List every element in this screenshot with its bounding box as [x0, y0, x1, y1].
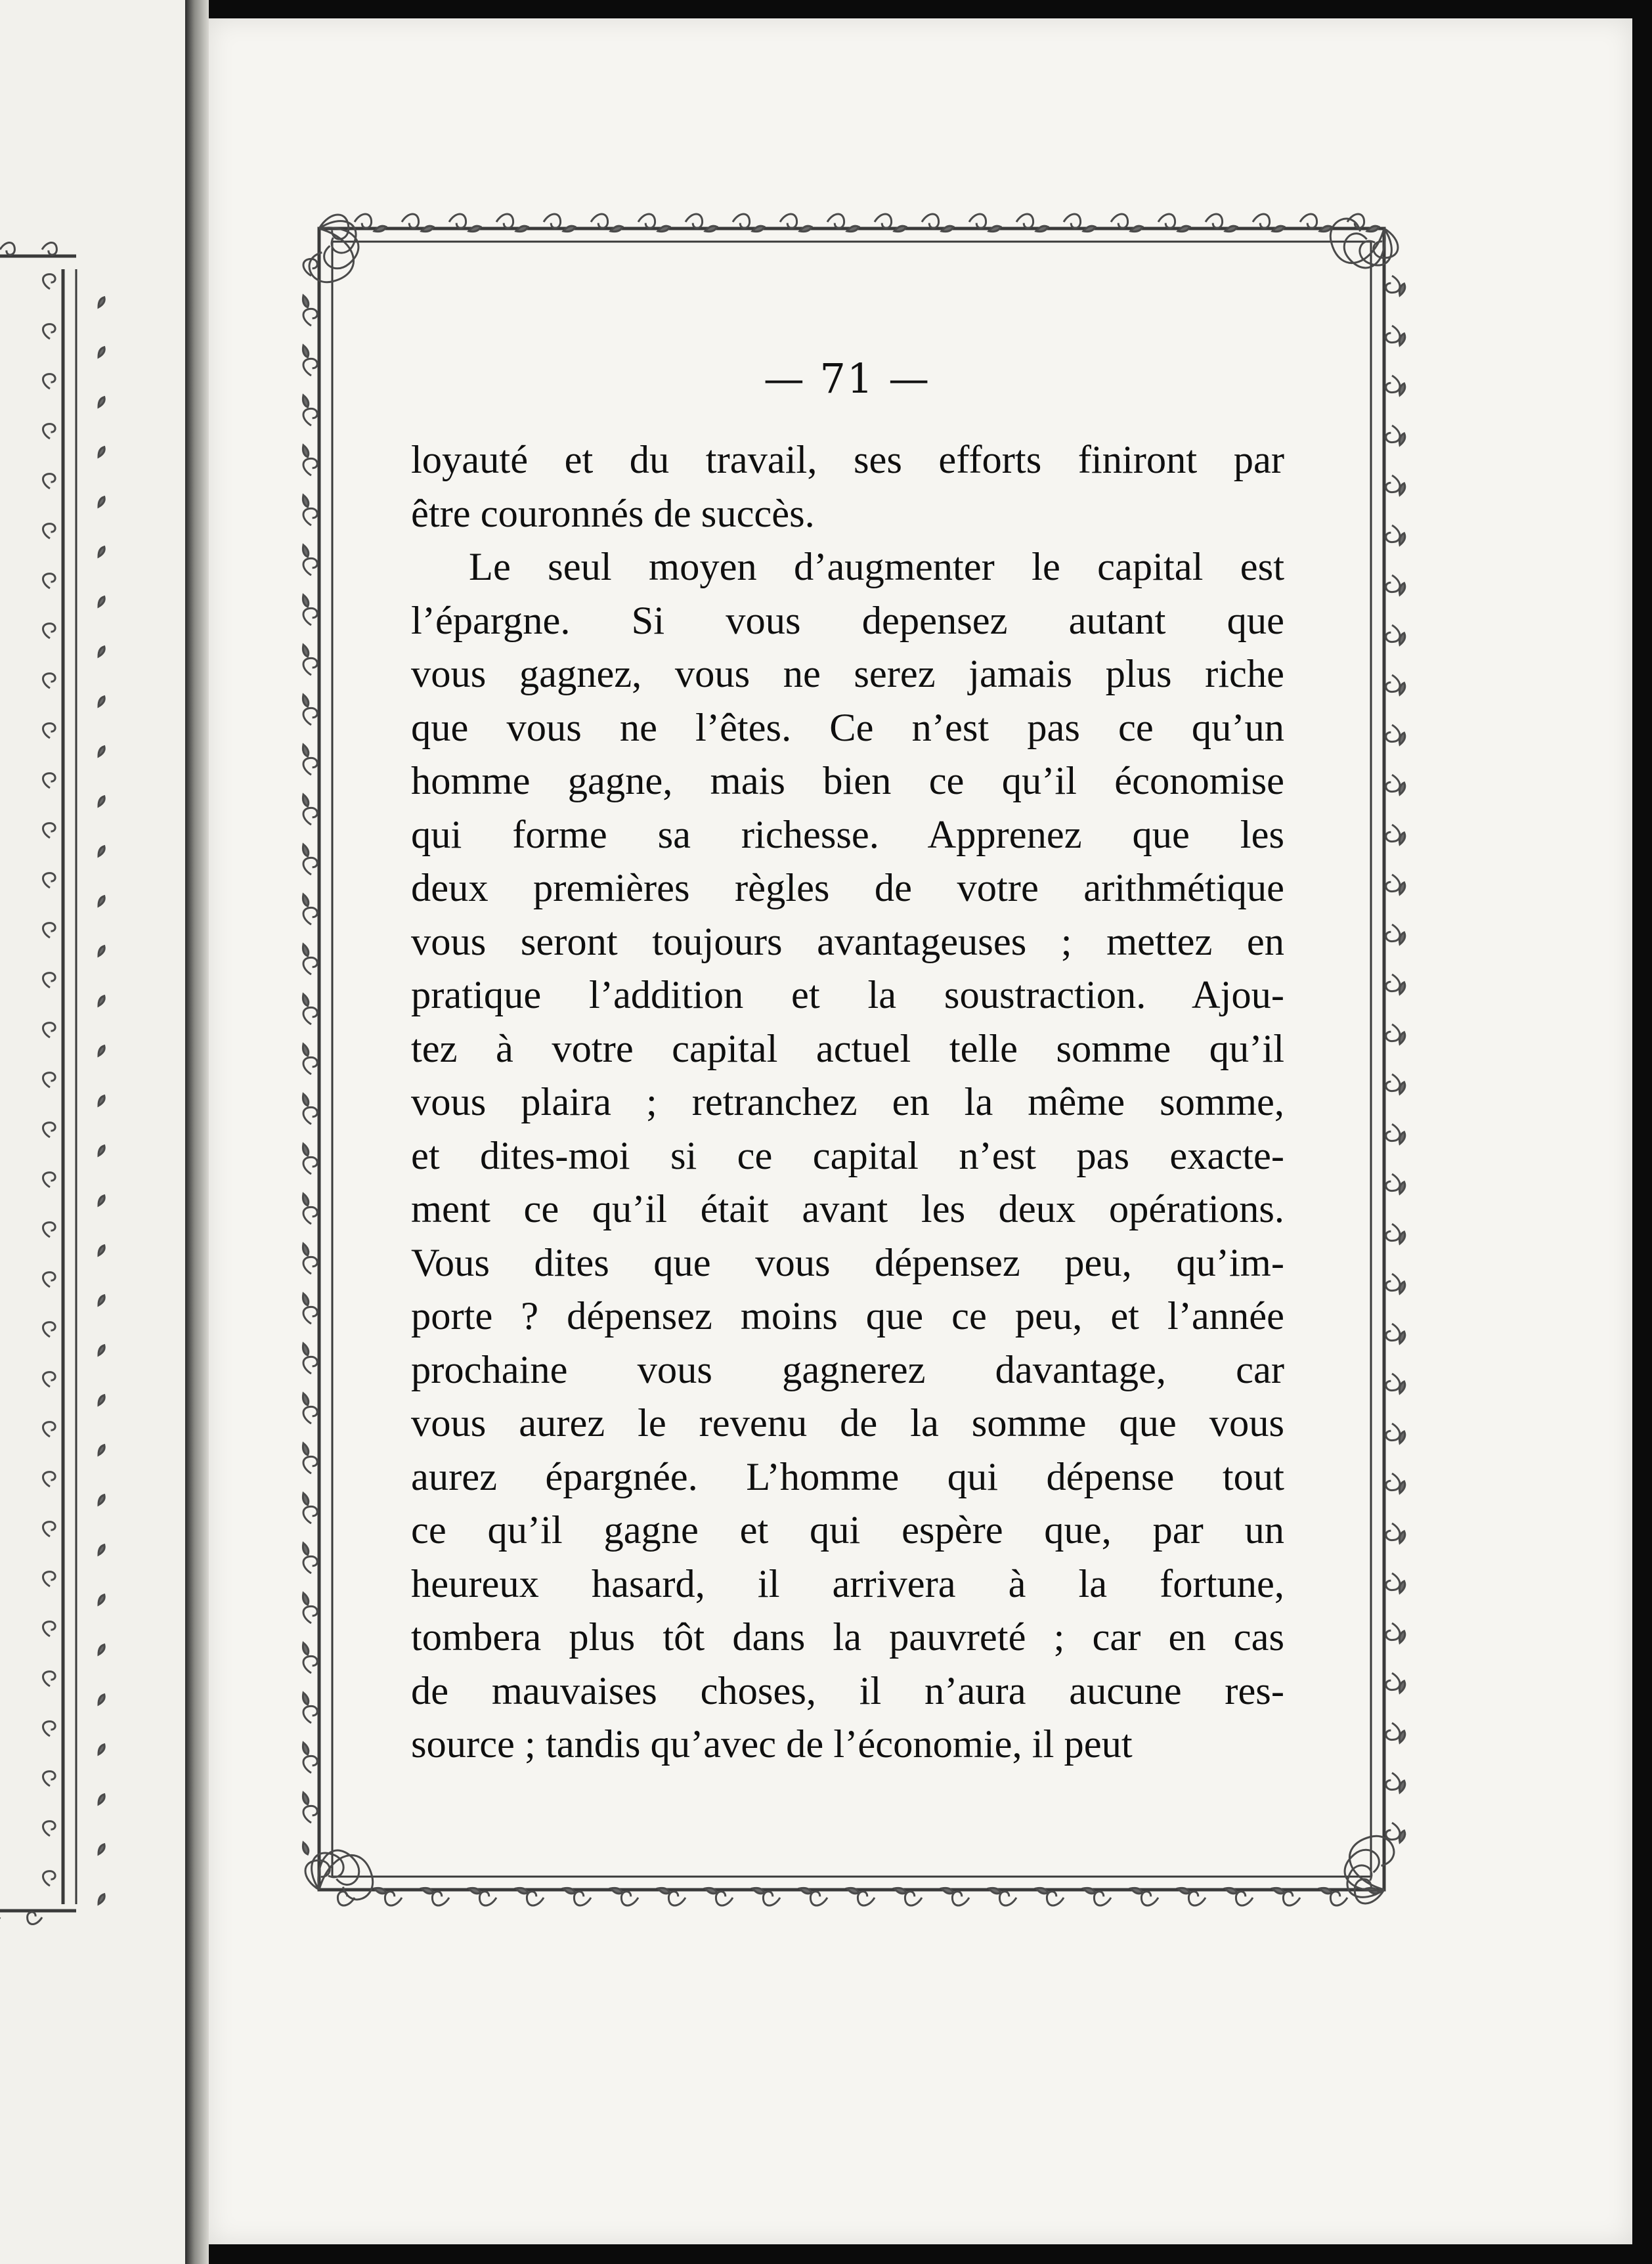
- vine-leaf: [301, 1393, 310, 1406]
- vine-curl: [685, 214, 703, 228]
- vine-leaf: [752, 225, 766, 233]
- vine-curl: [432, 1892, 449, 1905]
- vine-curl: [303, 359, 317, 376]
- vine-leaf: [988, 225, 1002, 233]
- vine-curl: [303, 1506, 317, 1523]
- vine-curl: [1386, 525, 1400, 542]
- vine-curl: [303, 1706, 317, 1723]
- vine-leaf: [97, 1144, 106, 1157]
- vine-leaf: [421, 1886, 435, 1895]
- vine-leaf: [97, 1843, 106, 1856]
- vine-leaf: [374, 1886, 387, 1895]
- vine-leaf: [97, 795, 106, 808]
- vine-leaf: [515, 1886, 529, 1895]
- vine-curl: [1206, 214, 1223, 228]
- vine-curl: [43, 274, 56, 289]
- vine-leaf: [988, 1886, 1002, 1895]
- vine-leaf: [563, 1886, 576, 1895]
- vine-curl: [1386, 1473, 1400, 1491]
- vine-leaf: [97, 596, 106, 608]
- vine-curl: [303, 1307, 317, 1324]
- vine-leaf: [97, 1544, 106, 1556]
- vine-curl: [0, 243, 14, 255]
- vine-curl: [638, 214, 655, 228]
- vine-curl: [303, 458, 317, 475]
- vine-curl: [43, 1871, 56, 1886]
- vine-curl: [1386, 1623, 1400, 1640]
- vine-curl: [43, 424, 56, 439]
- vine-leaf: [301, 694, 310, 708]
- vine-curl: [858, 1892, 875, 1905]
- vine-curl: [1338, 216, 1398, 275]
- vine-curl: [303, 608, 317, 625]
- vine-curl: [43, 724, 56, 738]
- text-line: être couronnés de succès.: [411, 491, 815, 536]
- text-line: homme gagne, mais bien ce qu’il économise: [411, 759, 1284, 803]
- vine-curl: [303, 1007, 317, 1024]
- text-line: que vous ne l’êtes. Ce n’est pas ce qu’un: [411, 705, 1284, 750]
- vine-curl: [1386, 725, 1400, 742]
- text-line: vous gagnez, vous ne serez jamais plus riche: [411, 652, 1284, 696]
- vine-curl: [875, 214, 892, 228]
- vine-leaf: [301, 395, 310, 408]
- vine-curl: [43, 524, 56, 538]
- vine-leaf: [301, 993, 310, 1007]
- vine-curl: [303, 408, 317, 425]
- vine-curl: [305, 1843, 365, 1902]
- vine-leaf: [97, 496, 106, 508]
- vine-leaf: [301, 295, 310, 309]
- vine-leaf: [301, 1343, 310, 1357]
- vine-curl: [43, 1572, 56, 1586]
- vine-curl: [303, 1806, 317, 1823]
- page-number: — 71 —: [763, 355, 931, 403]
- text-line: et dites-moi si ce capital n’est pas exacte-: [411, 1133, 1284, 1178]
- vine-curl: [43, 1123, 56, 1137]
- vine-leaf: [421, 225, 435, 233]
- vine-curl: [1386, 1074, 1400, 1091]
- text-line: vous aurez le revenu de la somme que vous: [411, 1401, 1284, 1445]
- vine-leaf: [610, 225, 624, 233]
- vine-curl: [1386, 276, 1400, 293]
- vine-leaf: [97, 396, 106, 408]
- vine-curl: [1047, 1892, 1064, 1905]
- vine-leaf: [610, 1886, 624, 1895]
- vine-leaf: [97, 446, 106, 458]
- vine-curl: [303, 1057, 317, 1074]
- text-line: loyauté et du travail, ses efforts finiront par: [411, 438, 1284, 482]
- vine-curl: [355, 214, 372, 228]
- text-line: qui forme sa richesse. Apprenez que les: [411, 812, 1284, 857]
- vine-leaf: [301, 794, 310, 808]
- vine-curl: [591, 214, 608, 228]
- vine-curl: [43, 1372, 56, 1387]
- vine-leaf: [301, 1193, 310, 1207]
- vine-curl: [905, 1892, 922, 1905]
- vine-leaf: [301, 944, 310, 957]
- vine-leaf: [97, 745, 106, 758]
- text-line: tez à votre capital actuel telle somme qu’il: [411, 1026, 1284, 1071]
- vine-leaf: [97, 695, 106, 708]
- text-line: heureux hasard, il arrivera à la fortune,: [411, 1561, 1284, 1606]
- vine-leaf: [894, 225, 907, 233]
- vine-curl: [303, 1556, 317, 1573]
- vine-curl: [43, 624, 56, 638]
- vine-leaf: [97, 1294, 106, 1307]
- vine-leaf: [374, 225, 387, 233]
- text-line: l’épargne. Si vous depensez autant que: [411, 598, 1284, 643]
- vine-curl: [922, 214, 939, 228]
- vine-leaf: [1366, 225, 1380, 233]
- vine-curl: [1386, 425, 1400, 443]
- text-line: source ; tandis qu’avec de l’économie, il peut: [411, 1722, 1133, 1766]
- vine-curl: [307, 215, 366, 274]
- vine-leaf: [301, 544, 310, 558]
- vine-curl: [1386, 875, 1400, 892]
- vine-curl: [810, 1892, 827, 1905]
- vine-curl: [1386, 1374, 1400, 1391]
- vine-curl: [43, 1772, 56, 1786]
- vine-curl: [402, 214, 419, 228]
- vine-leaf: [941, 1886, 955, 1895]
- vine-curl: [999, 1892, 1016, 1905]
- vine-curl: [303, 758, 317, 775]
- vine-leaf: [97, 1244, 106, 1257]
- vine-curl: [303, 1207, 317, 1224]
- vine-curl: [1236, 1892, 1253, 1905]
- vine-leaf: [97, 845, 106, 858]
- vine-leaf: [1225, 225, 1238, 233]
- vine-leaf: [301, 1592, 310, 1606]
- vine-curl: [43, 923, 56, 938]
- vine-leaf: [1035, 1886, 1049, 1895]
- vine-curl: [43, 873, 56, 888]
- vine-leaf: [894, 1886, 907, 1895]
- vine-leaf: [301, 1542, 310, 1556]
- vine-leaf: [301, 1842, 310, 1856]
- vine-curl: [303, 858, 317, 875]
- vine-leaf: [846, 225, 860, 233]
- vine-curl: [763, 1892, 780, 1905]
- vine-curl: [1386, 1573, 1400, 1590]
- vine-curl: [43, 1173, 56, 1187]
- vine-leaf: [1272, 1886, 1286, 1895]
- facing-page-frame: [0, 256, 76, 1911]
- vine-leaf: [97, 1644, 106, 1656]
- vine-curl: [43, 1672, 56, 1686]
- vine-curl: [496, 214, 513, 228]
- vine-curl: [1386, 974, 1400, 991]
- vine-curl: [1300, 214, 1317, 228]
- vine-leaf: [97, 1095, 106, 1107]
- vine-curl: [43, 1223, 56, 1237]
- vine-curl: [1386, 326, 1400, 343]
- vine-curl: [1386, 1523, 1400, 1540]
- vine-curl: [1064, 214, 1081, 228]
- vine-leaf: [941, 225, 955, 233]
- vine-leaf: [301, 494, 310, 508]
- vine-leaf: [301, 1792, 310, 1806]
- vine-curl: [1283, 1892, 1300, 1905]
- vine-leaf: [1130, 225, 1144, 233]
- vine-curl: [1386, 1174, 1400, 1191]
- vine-curl: [1386, 1124, 1400, 1141]
- vine-leaf: [468, 225, 482, 233]
- text-line: porte ? dépensez moins que ce peu, et l’année: [411, 1294, 1284, 1338]
- vine-curl: [43, 574, 56, 588]
- vine-curl: [42, 243, 56, 255]
- vine-curl: [479, 1892, 496, 1905]
- vine-curl: [1386, 575, 1400, 592]
- vine-curl: [1337, 1844, 1397, 1904]
- vine-leaf: [301, 744, 310, 758]
- vine-leaf: [301, 1093, 310, 1107]
- vine-curl: [303, 1756, 317, 1773]
- vine-curl: [1386, 1723, 1400, 1740]
- vine-leaf: [752, 1886, 766, 1895]
- vine-leaf: [301, 445, 310, 458]
- vine-leaf: [301, 1443, 310, 1456]
- vine-curl: [303, 1107, 317, 1124]
- vine-curl: [1111, 214, 1128, 228]
- vine-leaf: [97, 945, 106, 957]
- vine-leaf: [301, 1492, 310, 1506]
- vine-leaf: [97, 546, 106, 558]
- vine-curl: [780, 214, 797, 228]
- vine-curl: [1386, 825, 1400, 842]
- vine-leaf: [97, 296, 106, 309]
- vine-leaf: [1272, 225, 1286, 233]
- vine-leaf: [657, 1886, 671, 1895]
- vine-curl: [303, 808, 317, 825]
- vine-curl: [43, 773, 56, 788]
- vine-curl: [385, 1892, 402, 1905]
- vine-curl: [303, 1257, 317, 1274]
- vine-curl: [1386, 1673, 1400, 1690]
- vine-leaf: [1177, 1886, 1191, 1895]
- vine-leaf: [301, 894, 310, 907]
- vine-curl: [1330, 1892, 1347, 1905]
- vine-leaf: [97, 1194, 106, 1207]
- text-line: aurez épargnée. L’homme qui dépense tout: [411, 1454, 1284, 1499]
- text-line: tombera plus tôt dans la pauvreté ; car en cas: [411, 1615, 1284, 1659]
- vine-curl: [303, 1456, 317, 1473]
- vine-curl: [43, 1722, 56, 1736]
- vine-leaf: [97, 645, 106, 658]
- vine-curl: [827, 214, 844, 228]
- vine-curl: [43, 1023, 56, 1037]
- vine-leaf: [301, 1043, 310, 1057]
- vine-curl: [1386, 1324, 1400, 1341]
- vine-curl: [303, 1406, 317, 1424]
- vine-curl: [43, 324, 56, 339]
- vine-curl: [43, 1073, 56, 1087]
- vine-leaf: [563, 225, 576, 233]
- vine-curl: [43, 823, 56, 838]
- vine-curl: [303, 1656, 317, 1673]
- vine-leaf: [657, 225, 671, 233]
- vine-leaf: [1083, 225, 1097, 233]
- vine-leaf: [97, 1743, 106, 1756]
- vine-leaf: [301, 345, 310, 359]
- vine-curl: [1253, 214, 1270, 228]
- vine-curl: [969, 214, 986, 228]
- text-line: de mauvaises choses, il n’aura aucune res-: [411, 1668, 1284, 1713]
- vine-leaf: [1177, 225, 1191, 233]
- vine-curl: [303, 1606, 317, 1623]
- vine-curl: [716, 1892, 733, 1905]
- vine-curl: [43, 1273, 56, 1287]
- vine-leaf: [97, 995, 106, 1007]
- vine-curl: [1386, 1024, 1400, 1041]
- vine-leaf: [97, 1793, 106, 1806]
- vine-leaf: [301, 1243, 310, 1257]
- vine-leaf: [97, 346, 106, 359]
- vine-leaf: [1319, 1886, 1333, 1895]
- vine-leaf: [301, 1742, 310, 1756]
- vine-curl: [43, 374, 56, 389]
- vine-leaf: [1225, 1886, 1238, 1895]
- vine-curl: [1386, 1773, 1400, 1790]
- vine-curl: [303, 1157, 317, 1174]
- vine-curl: [1386, 1224, 1400, 1241]
- vine-curl: [303, 907, 317, 925]
- vine-curl: [43, 1322, 56, 1337]
- vine-curl: [1386, 775, 1400, 792]
- vine-curl: [1386, 925, 1400, 942]
- vine-curl: [43, 1622, 56, 1636]
- vine-leaf: [515, 225, 529, 233]
- vine-curl: [1386, 475, 1400, 492]
- vine-leaf: [97, 1693, 106, 1706]
- text-line: ment ce qu’il était avant les deux opérations.: [411, 1187, 1284, 1231]
- vine-curl: [1386, 675, 1400, 692]
- vine-curl: [303, 957, 317, 974]
- vine-curl: [1386, 376, 1400, 393]
- vine-leaf: [97, 1494, 106, 1506]
- vine-leaf: [301, 1143, 310, 1157]
- vine-curl: [43, 1422, 56, 1437]
- vine-curl: [952, 1892, 969, 1905]
- text-line: ce qu’il gagne et qui espère que, par un: [411, 1508, 1284, 1552]
- vine-leaf: [301, 644, 310, 658]
- vine-curl: [733, 214, 750, 228]
- vine-curl: [1386, 1274, 1400, 1291]
- vine-leaf: [97, 1594, 106, 1606]
- vine-leaf: [301, 594, 310, 608]
- vine-curl: [303, 558, 317, 575]
- vine-leaf: [97, 1045, 106, 1057]
- body-text: [411, 433, 1284, 1772]
- vine-curl: [43, 474, 56, 489]
- vine-leaf: [301, 1293, 310, 1307]
- vine-leaf: [846, 1886, 860, 1895]
- text-line: vous seront toujours avantageuses ; mettez en: [411, 919, 1284, 964]
- text-line: Vous dites que vous dépensez peu, qu’im-: [411, 1240, 1284, 1285]
- vine-curl: [1158, 214, 1175, 228]
- vine-leaf: [468, 1886, 482, 1895]
- vine-curl: [621, 1892, 638, 1905]
- vine-leaf: [301, 1642, 310, 1656]
- vine-curl: [1016, 214, 1033, 228]
- vine-leaf: [705, 225, 718, 233]
- vine-curl: [574, 1892, 591, 1905]
- vine-curl: [303, 1357, 317, 1374]
- vine-curl: [43, 1821, 56, 1836]
- vine-leaf: [97, 1893, 106, 1905]
- vine-curl: [544, 214, 561, 228]
- vine-curl: [1141, 1892, 1158, 1905]
- vine-curl: [303, 658, 317, 675]
- vine-curl: [28, 1912, 42, 1925]
- vine-curl: [43, 973, 56, 988]
- vine-leaf: [301, 1692, 310, 1706]
- vine-curl: [303, 508, 317, 525]
- vine-leaf: [799, 225, 813, 233]
- text-line: vous plaira ; retranchez en la même somme,: [411, 1080, 1284, 1124]
- vine-curl: [1386, 625, 1400, 642]
- vine-curl: [303, 708, 317, 725]
- text-line: pratique l’addition et la soustraction. Ajou-: [411, 973, 1284, 1017]
- vine-curl: [449, 214, 466, 228]
- vine-curl: [43, 1472, 56, 1487]
- vine-leaf: [301, 844, 310, 858]
- text-line: deux premières règles de votre arithmétique: [411, 866, 1284, 910]
- vine-leaf: [97, 1444, 106, 1456]
- vine-curl: [43, 674, 56, 688]
- text-line: Le seul moyen d’augmenter le capital est: [469, 545, 1284, 589]
- vine-leaf: [1130, 1886, 1144, 1895]
- vine-leaf: [1083, 1886, 1097, 1895]
- vine-leaf: [1035, 225, 1049, 233]
- scan-right-edge: [1632, 0, 1652, 2264]
- vine-curl: [1386, 1823, 1400, 1840]
- vine-leaf: [705, 1886, 718, 1895]
- vine-curl: [527, 1892, 544, 1905]
- vine-curl: [1094, 1892, 1111, 1905]
- vine-curl: [1188, 1892, 1206, 1905]
- text-line: prochaine vous gagnerez davantage, car: [411, 1347, 1284, 1392]
- vine-leaf: [799, 1886, 813, 1895]
- vine-curl: [1347, 214, 1364, 228]
- vine-leaf: [97, 1394, 106, 1406]
- vine-leaf: [97, 895, 106, 907]
- vine-leaf: [97, 1344, 106, 1357]
- vine-curl: [668, 1892, 685, 1905]
- vine-curl: [303, 309, 317, 326]
- vine-curl: [1386, 1424, 1400, 1441]
- vine-curl: [43, 1522, 56, 1536]
